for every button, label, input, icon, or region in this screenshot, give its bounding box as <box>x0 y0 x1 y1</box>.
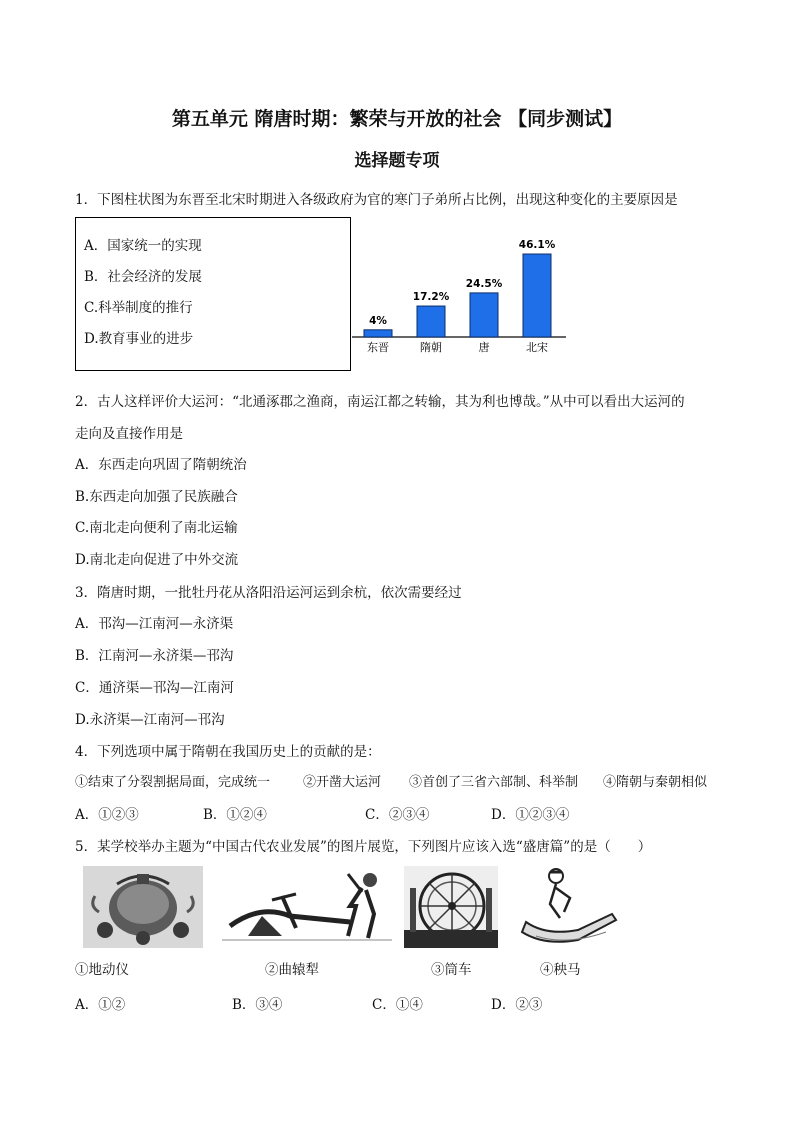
q1-option-a[interactable]: A．国家统一的实现 <box>84 238 202 254</box>
q4-item-1: ①结束了分裂割据局面，完成统一 <box>75 775 271 790</box>
chart-category-label: 隋朝 <box>420 341 442 354</box>
q5-stem: 5．某学校举办主题为“中国古代农业发展”的图片展览，下列图片应该入选“盛唐篇”的是（ ） <box>75 839 652 855</box>
q4-item-2: ②开凿大运河 <box>303 775 382 790</box>
q2-option-b[interactable]: B.东西走向加强了民族融合 <box>75 489 238 505</box>
bar-chart <box>348 228 570 354</box>
caption-water-wheel: ③筒车 <box>431 962 472 978</box>
q5-option-b[interactable]: B．③④ <box>232 997 283 1013</box>
chart-data-label: 46.1% <box>518 239 556 252</box>
q3-option-d[interactable]: D.永济渠—江南河—邗沟 <box>75 712 225 728</box>
chart-data-label: 17.2% <box>412 291 450 304</box>
q4-option-d[interactable]: D．①②③④ <box>491 807 570 823</box>
q4-option-b[interactable]: B．①②④ <box>203 807 267 823</box>
chart-bar <box>364 330 392 337</box>
seismograph-image <box>83 866 203 948</box>
caption-rice-seedling-boat: ④秧马 <box>540 962 581 978</box>
q5-option-d[interactable]: D．②③ <box>491 997 543 1013</box>
q5-option-c[interactable]: C．①④ <box>372 997 423 1013</box>
q4-option-a[interactable]: A．①②③ <box>75 807 139 823</box>
chart-data-label: 4% <box>369 314 387 327</box>
q2-option-d[interactable]: D.南北走向促进了中外交流 <box>75 552 239 568</box>
q3-option-c[interactable]: C．通济渠—邗沟—江南河 <box>75 680 234 696</box>
page-title: 第五单元 隋唐时期：繁荣与开放的社会 【同步测试】 <box>171 108 623 130</box>
chart-category-label: 北宋 <box>526 341 548 354</box>
q3-stem: 3．隋唐时期，一批牡丹花从洛阳沿运河运到余杭，依次需要经过 <box>75 585 462 601</box>
q3-option-b[interactable]: B．江南河—永济渠—邗沟 <box>75 648 234 664</box>
page-subtitle: 选择题专项 <box>354 151 440 171</box>
q3-option-a[interactable]: A．邗沟—江南河—永济渠 <box>75 616 234 632</box>
chart-category-label: 东晋 <box>367 341 389 354</box>
q5-option-a[interactable]: A．①② <box>75 997 126 1013</box>
water-wheel-image <box>404 866 498 948</box>
q2-option-c[interactable]: C.南北走向便利了南北运输 <box>75 520 238 536</box>
chart-bar <box>470 293 498 337</box>
q4-stem: 4．下列选项中属于隋朝在我国历史上的贡献的是： <box>75 744 381 760</box>
curved-plow-image <box>222 866 392 948</box>
q1-option-b[interactable]: B．社会经济的发展 <box>84 269 202 285</box>
q1-option-c[interactable]: C.科举制度的推行 <box>84 300 193 316</box>
q2-option-a[interactable]: A．东西走向巩固了隋朝统治 <box>75 457 247 473</box>
q4-option-c[interactable]: C．②③④ <box>365 807 430 823</box>
q4-item-3: ③首创了三省六部制、科举制 <box>409 775 579 790</box>
chart-category-label: 唐 <box>478 341 490 354</box>
chart-data-label: 24.5% <box>465 277 503 290</box>
caption-curved-plow: ②曲辕犁 <box>265 962 319 978</box>
q4-item-4: ④隋朝与秦朝相似 <box>603 775 708 790</box>
chart-bar <box>523 254 551 337</box>
q2-stem-line1: 2．古人这样评价大运河：“北通涿郡之渔商，南运江都之转输，其为利也博哉。”从中可以看出大运河的 <box>75 394 685 410</box>
chart-bar <box>417 306 445 337</box>
rice-seedling-boat-image <box>516 866 626 948</box>
q1-option-d[interactable]: D.教育事业的进步 <box>84 331 194 347</box>
q2-stem-line2: 走向及直接作用是 <box>75 426 183 442</box>
q1-options-box <box>75 217 351 371</box>
caption-seismograph: ①地动仪 <box>75 962 129 978</box>
q1-stem: 1．下图柱状图为东晋至北宋时期进入各级政府为官的寒门子弟所占比例，出现这种变化的主要原因是 <box>75 192 678 208</box>
